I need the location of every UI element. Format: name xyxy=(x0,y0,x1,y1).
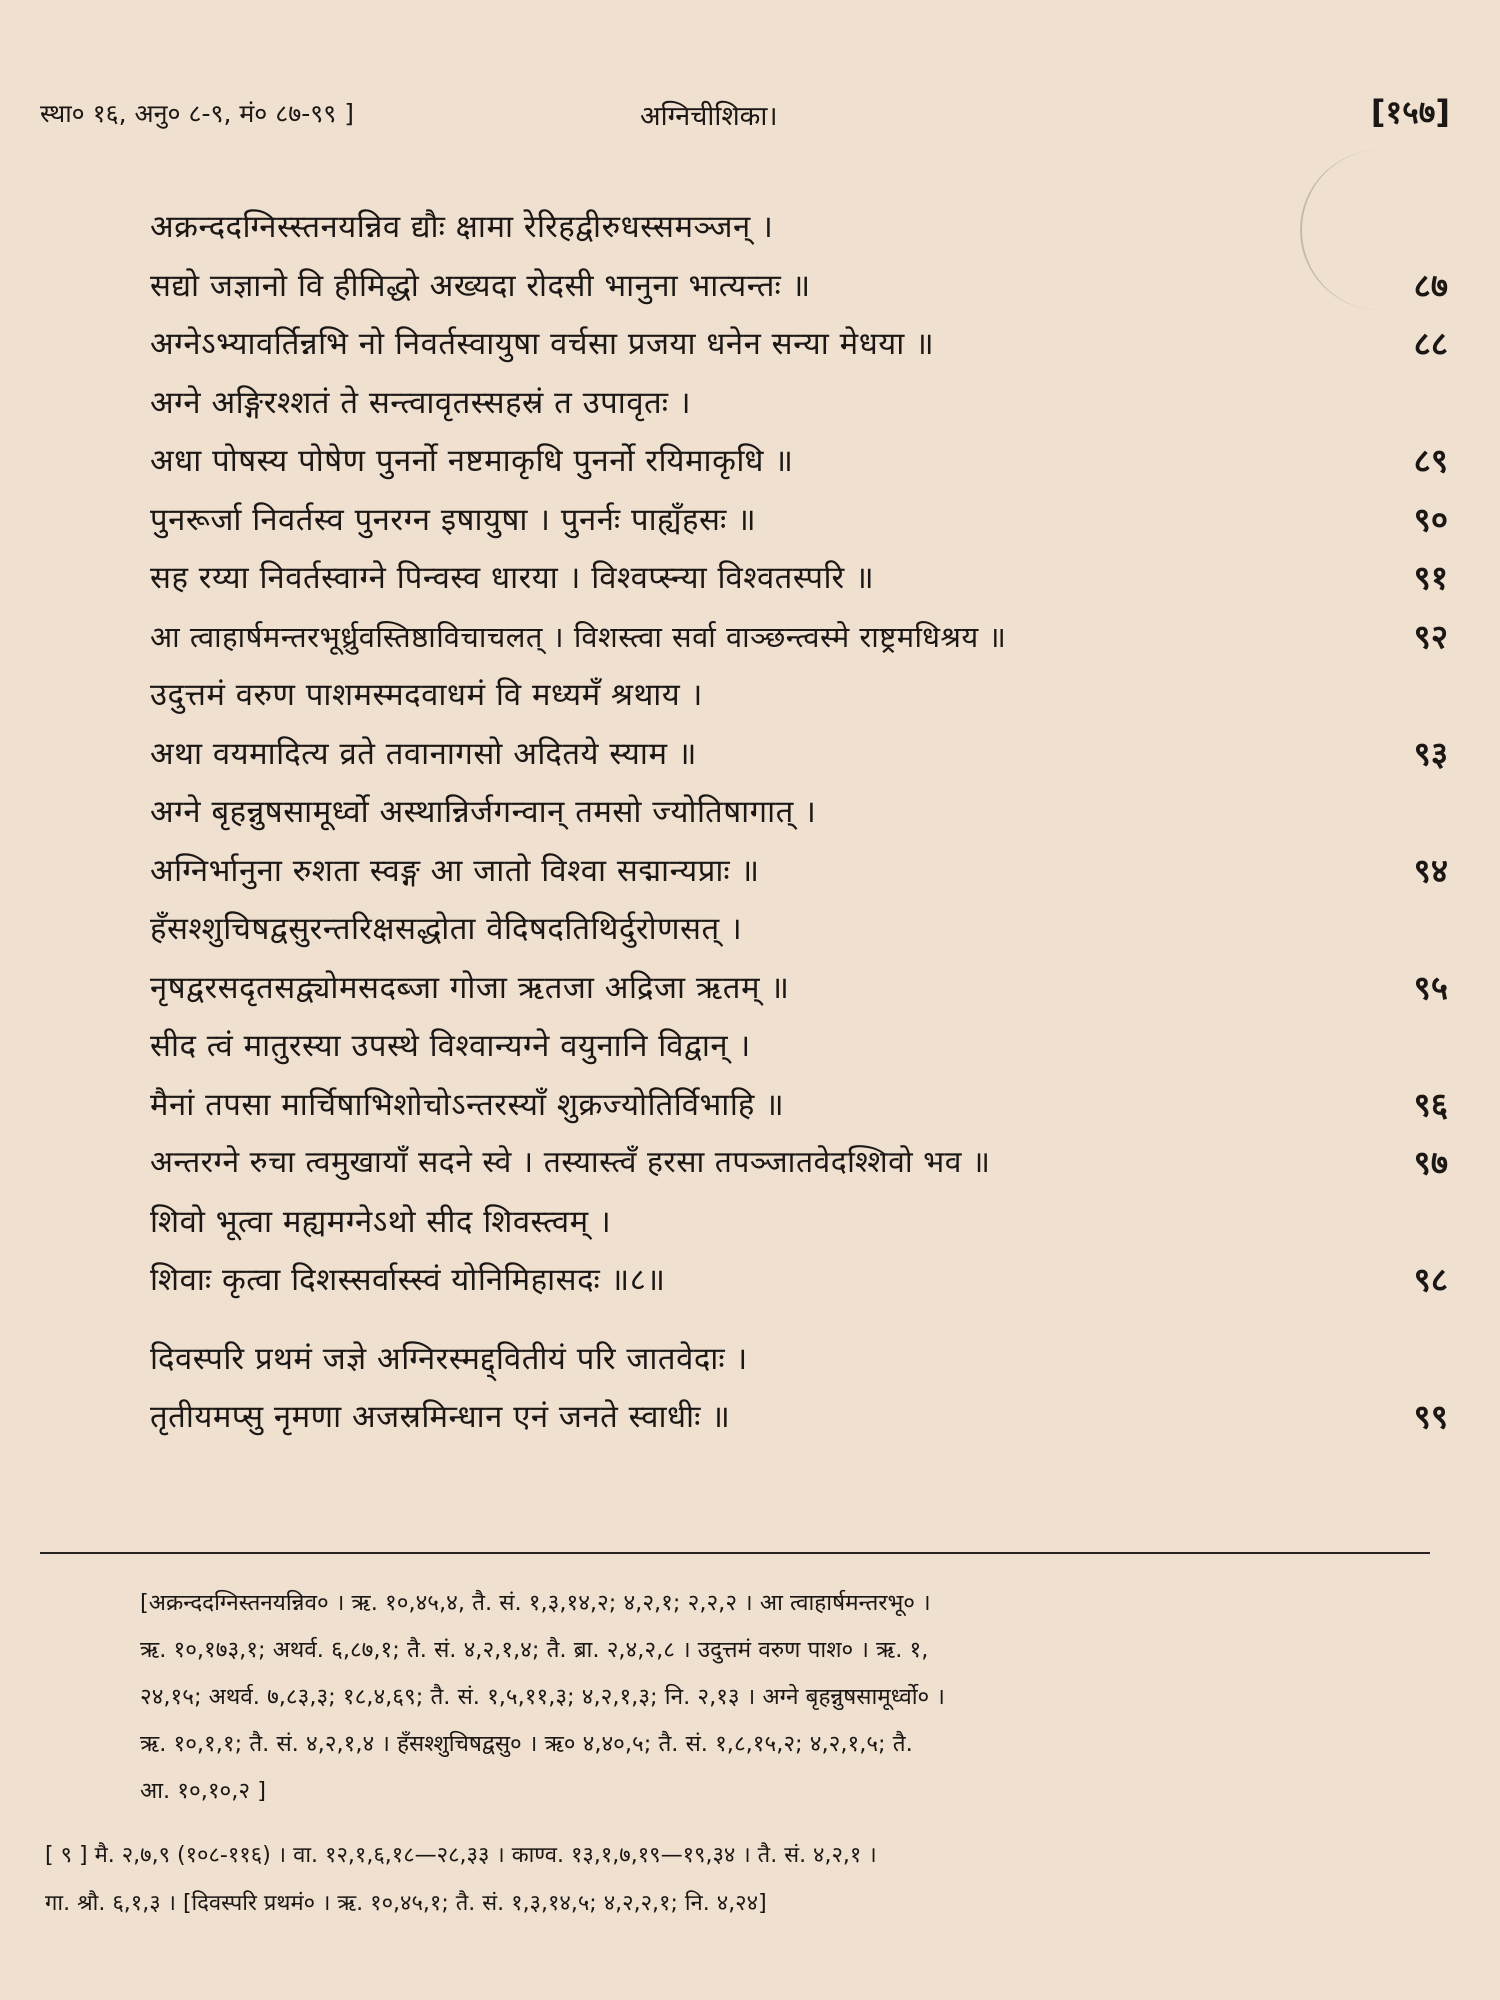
verse-text: शिवाः कृत्वा दिशस्सर्वास्स्वं योनिमिहासदः ॥८॥ xyxy=(150,1262,666,1298)
verse-line xyxy=(140,432,1470,491)
verse-line xyxy=(140,491,1470,550)
verse-text: हँसश्शुचिषद्वसुरन्तरिक्षसद्धोता वेदिषदतिथिर्दुरोणसत् । xyxy=(150,911,743,947)
verse-line xyxy=(140,608,1470,667)
verse-number: ९९ xyxy=(1413,1397,1448,1436)
verse-text: सीद त्वं मातुरस्या उपस्थे विश्वान्यग्ने वयुनानि विद्वान् । xyxy=(150,1028,751,1064)
verse-number: ८७ xyxy=(1413,265,1448,305)
verse-text: अक्रन्ददग्निस्स्तनयन्निव द्यौः क्षामा रेरिहद्वीरुधस्समञ्जन् । xyxy=(150,209,774,245)
footnotes-parallels xyxy=(45,1832,1465,1928)
verse-line xyxy=(140,959,1470,1018)
verse-number: ९२ xyxy=(1413,616,1448,656)
verse-line xyxy=(140,1134,1470,1193)
verse-line xyxy=(140,1193,1470,1252)
verse-text: अग्नेऽभ्यावर्तिन्नभि नो निवर्तस्वायुषा वर्चसा प्रजया धनेन सन्या मेधया ॥ xyxy=(150,326,935,362)
verse-number: ९५ xyxy=(1413,967,1448,1007)
page-header xyxy=(40,93,1460,140)
verse-text: शिवो भूत्वा मह्यमग्नेऽथो सीद शिवस्त्वम् । xyxy=(150,1203,612,1240)
verse-line xyxy=(140,725,1470,784)
verse-text: अधा पोषस्य पोषेण पुनर्नो नष्टमाकृधि पुनर्नो रयिमाकृधि ॥ xyxy=(150,443,794,479)
verse-line xyxy=(140,1076,1470,1135)
verse-text: उदुत्तमं वरुण पाशमस्मदवाधमं वि मध्यमँ श्रथाय । xyxy=(150,677,703,713)
verse-text: दिवस्परि प्रथमं जज्ञे अग्निरस्मद्द्वितीयं परि जातवेदाः । xyxy=(150,1340,748,1377)
page-number: [१५७] xyxy=(1370,93,1450,131)
verse-line xyxy=(140,257,1470,316)
verse-number: ९८ xyxy=(1413,1260,1448,1299)
verse-text: पुनरूर्जा निवर्तस्व पुनरग्न इषायुषा । पुनर्नः पाह्यँहसः ॥ xyxy=(150,501,757,538)
verse-text: सह रय्या निवर्तस्वाग्ने पिन्वस्व धारया । विश्वप्स्न्या विश्वतस्परि ॥ xyxy=(150,560,875,596)
verse-text: आ त्वाहार्षमन्तरभूर्ध्रुवस्तिष्ठाविचाचलत् । विशस्त्वा सर्वा वाञ्छन्त्वस्मे राष्ट्रमधिश्रय ॥ xyxy=(150,619,1007,654)
footnote-line: [ ९ ] मै. २,७,९ (१०८-११६) । वा. १२,१,६,१८—२८,३३ । काण्व. १३,१,७,१९—१९,३४ । तै. सं. ४,२,१ । xyxy=(45,1843,877,1868)
verse-text: अग्निर्भानुना रुशता स्वङ्ग आ जातो विश्वा सद्मान्यप्राः ॥ xyxy=(150,852,760,889)
verse-line xyxy=(140,1251,1470,1310)
header-title: अग्निचीशिका। xyxy=(640,101,778,132)
verse-number: ९४ xyxy=(1413,850,1448,890)
verse-block xyxy=(140,198,1470,1447)
verse-line xyxy=(140,1388,1470,1447)
verse-text: सद्यो जज्ञानो वि हीमिद्धो अख्यदा रोदसी भानुना भात्यन्तः ॥ xyxy=(150,267,811,304)
verse-number: ९० xyxy=(1413,499,1448,539)
footnote-line: ऋ. १०,१७३,१; अथर्व. ६,८७,१; तै. सं. ४,२,१,४; तै. ब्रा. २,४,२,८ । उदुत्तमं वरुण पाश० । ऋ. १, xyxy=(140,1637,929,1663)
footnotes-references xyxy=(140,1580,1450,1815)
verse-line xyxy=(140,549,1470,608)
verse-line xyxy=(140,783,1470,842)
verse-line xyxy=(140,374,1470,433)
verse-line xyxy=(140,842,1470,901)
verse-text: अग्ने बृहन्नुषसामूर्ध्वो अस्थान्निर्जगन्वान् तमसो ज्योतिषागात् । xyxy=(150,794,817,830)
verse-text: अथा वयमादित्य व्रते तवानागसो अदितये स्याम ॥ xyxy=(150,735,697,772)
footnote-line: [अक्रन्ददग्निस्तनयन्निव० । ऋ. १०,४५,४, तै. सं. १,३,१४,२; ४,२,१; २,२,२ । आ त्वाहार्षमन्तरभू० । xyxy=(140,1590,931,1616)
verse-number: ८८ xyxy=(1413,324,1448,363)
verse-number: ९३ xyxy=(1413,733,1448,773)
verse-line xyxy=(140,900,1470,959)
footnote-line: गा. श्रौ. ६,१,३ । [दिवस्परि प्रथमं० । ऋ. १०,४५,१; तै. सं. १,३,१४,५; ४,२,२,१; नि. ४,२४] xyxy=(45,1891,767,1916)
verse-text: अग्ने अङ्गिरश्शतं ते सन्त्वावृतस्सहस्रं त उपावृतः । xyxy=(150,384,692,421)
verse-line xyxy=(140,1017,1470,1076)
verse-text: नृषद्वरसदृतसद्व्योमसदब्जा गोजा ऋतजा अद्रिजा ऋतम् ॥ xyxy=(150,969,790,1006)
verse-text: मैनां तपसा मार्चिषाभिशोचोऽन्तरस्याँ शुक्रज्योतिर्विभाहि ॥ xyxy=(150,1086,785,1123)
verse-text: अन्तरग्ने रुचा त्वमुखायाँ सदने स्वे । तस्यास्त्वँ हरसा तपञ्जातवेदश्शिवो भव ॥ xyxy=(150,1145,991,1180)
verse-number: ८९ xyxy=(1413,441,1448,480)
verse-number: ९६ xyxy=(1413,1084,1448,1124)
footnote-line: ऋ. १०,१,१; तै. सं. ४,२,१,४ । हँसश्शुचिषद्वसु० । ऋ० ४,४०,५; तै. सं. १,८,१५,२; ४,२,१,५; तै. xyxy=(140,1731,913,1757)
verse-number: ९१ xyxy=(1413,558,1448,597)
footnote-line: आ. १०,१०,२ ] xyxy=(140,1778,267,1804)
verse-line xyxy=(140,315,1470,374)
verse-line xyxy=(140,1330,1470,1389)
verse-text: तृतीयमप्सु नृमणा अजस्रमिन्धान एनं जनते स्वाधीः ॥ xyxy=(150,1399,731,1435)
header-reference: स्था० १६, अनु० ८-९, मं० ८७-९९ ] xyxy=(40,99,354,128)
footnote-line: २४,१५; अथर्व. ७,८३,३; १८,४,६९; तै. सं. १,५,११,३; ४,२,१,३; नि. २,१३ । अग्ने बृहन्नुषसामूर्ध्वो० । xyxy=(140,1684,945,1710)
footnote-divider xyxy=(40,1552,1430,1554)
verse-number: ९७ xyxy=(1413,1143,1448,1182)
verse-line xyxy=(140,198,1470,257)
verse-line xyxy=(140,666,1470,725)
